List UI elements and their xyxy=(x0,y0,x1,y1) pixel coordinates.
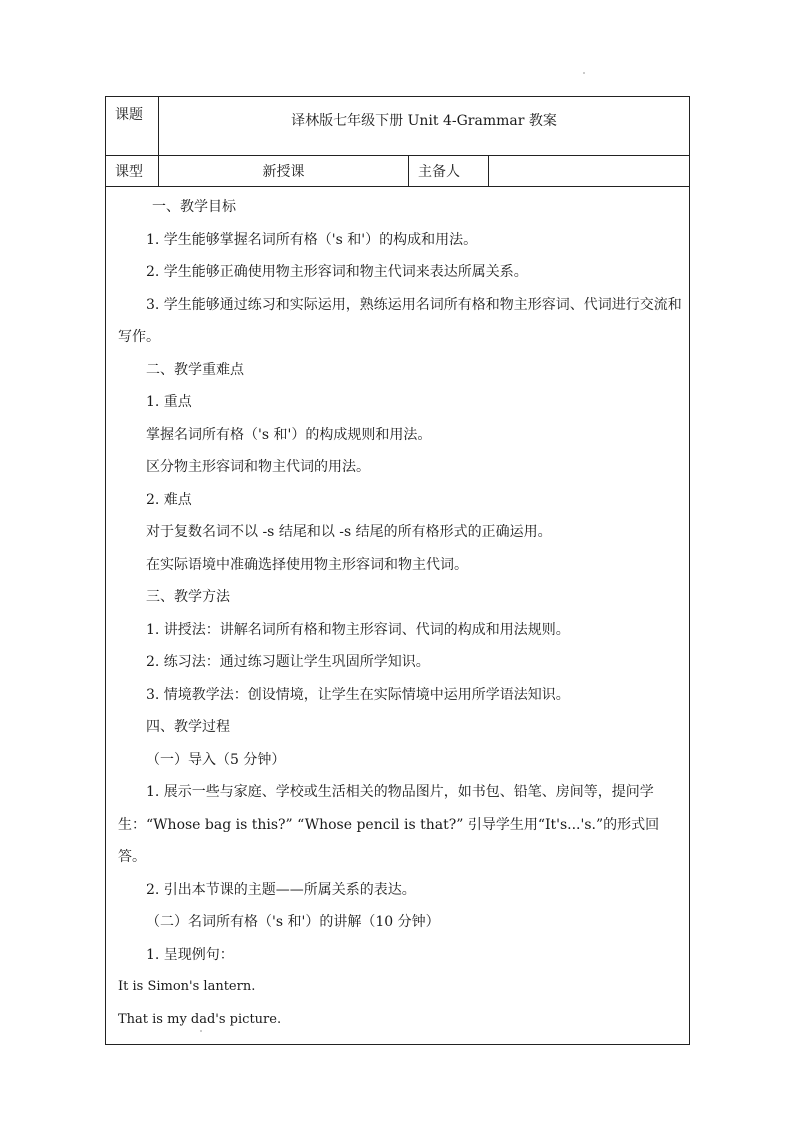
method-2: 2. 练习法：通过练习题让学生巩固所学知识。 xyxy=(146,654,430,670)
process-part-2-heading: （二）名词所有格（'s 和'）的讲解（10 分钟） xyxy=(146,914,440,930)
example-sentence-1: It is Simon's lantern. xyxy=(118,979,256,994)
difficulty-1: 对于复数名词不以 -s 结尾和以 -s 结尾的所有格形式的正确运用。 xyxy=(146,524,552,540)
lesson-title-cell xyxy=(159,97,690,156)
preparer-value xyxy=(489,156,690,187)
title-row xyxy=(106,97,690,156)
section-key-points-heading: 二、教学重难点 xyxy=(146,361,244,378)
method-3: 3. 情境教学法：创设情境，让学生在实际情境中运用所学语法知识。 xyxy=(146,686,570,703)
topic-label: 课题 xyxy=(106,97,159,156)
content-row xyxy=(106,187,690,1045)
difficulty-2: 在实际语境中准确选择使用物主形容词和物主代词。 xyxy=(146,556,468,573)
key-point-heading: 1. 重点 xyxy=(146,394,192,410)
method-1: 1. 讲授法：讲解名词所有格和物主形容词、代词的构成和用法规则。 xyxy=(146,621,570,638)
key-point-2: 区分物主形容词和物主代词的用法。 xyxy=(146,459,370,475)
scan-dot-top xyxy=(583,72,585,74)
difficulty-heading: 2. 难点 xyxy=(146,491,192,508)
lesson-title: 译林版七年级下册 Unit 4-Grammar 教案 xyxy=(291,113,557,129)
lesson-type-value: 新授课 xyxy=(159,156,409,187)
process-part-1-step-1: 1. 展示一些与家庭、学校或生活相关的物品图片，如书包、铅笔、房间等，提问学生：“Whose bag is this?” “Whose pencil is that?” 引导学生用“It's...'s.”的形式回答。 xyxy=(118,784,660,865)
preparer-label: 主备人 xyxy=(409,156,489,187)
lesson-type-row xyxy=(106,156,690,187)
process-part-2-step-1: 1. 呈现例句： xyxy=(146,946,234,963)
lesson-plan-table xyxy=(105,96,690,1045)
section-process-heading: 四、教学过程 xyxy=(146,719,230,735)
process-part-1-step-2: 2. 引出本节课的主题——所属关系的表达。 xyxy=(146,881,416,898)
section-objectives-heading: 一、教学目标 xyxy=(152,199,236,215)
lesson-type-label: 课型 xyxy=(106,156,159,187)
objective-3: 3. 学生能够通过练习和实际运用，熟练运用名词所有格和物主形容词、代词进行交流和写作。 xyxy=(118,296,682,345)
key-point-1: 掌握名词所有格（'s 和'）的构成规则和用法。 xyxy=(146,426,432,443)
example-sentence-2: That is my dad's picture. xyxy=(118,1011,282,1027)
objective-2: 2. 学生能够正确使用物主形容词和物主代词来表达所属关系。 xyxy=(146,264,528,280)
section-methods-heading: 三、教学方法 xyxy=(146,589,230,605)
process-part-1-heading: （一）导入（5 分钟） xyxy=(146,751,286,768)
lesson-content xyxy=(106,187,690,1045)
objective-1: 1. 学生能够掌握名词所有格（'s 和'）的构成和用法。 xyxy=(146,231,478,248)
